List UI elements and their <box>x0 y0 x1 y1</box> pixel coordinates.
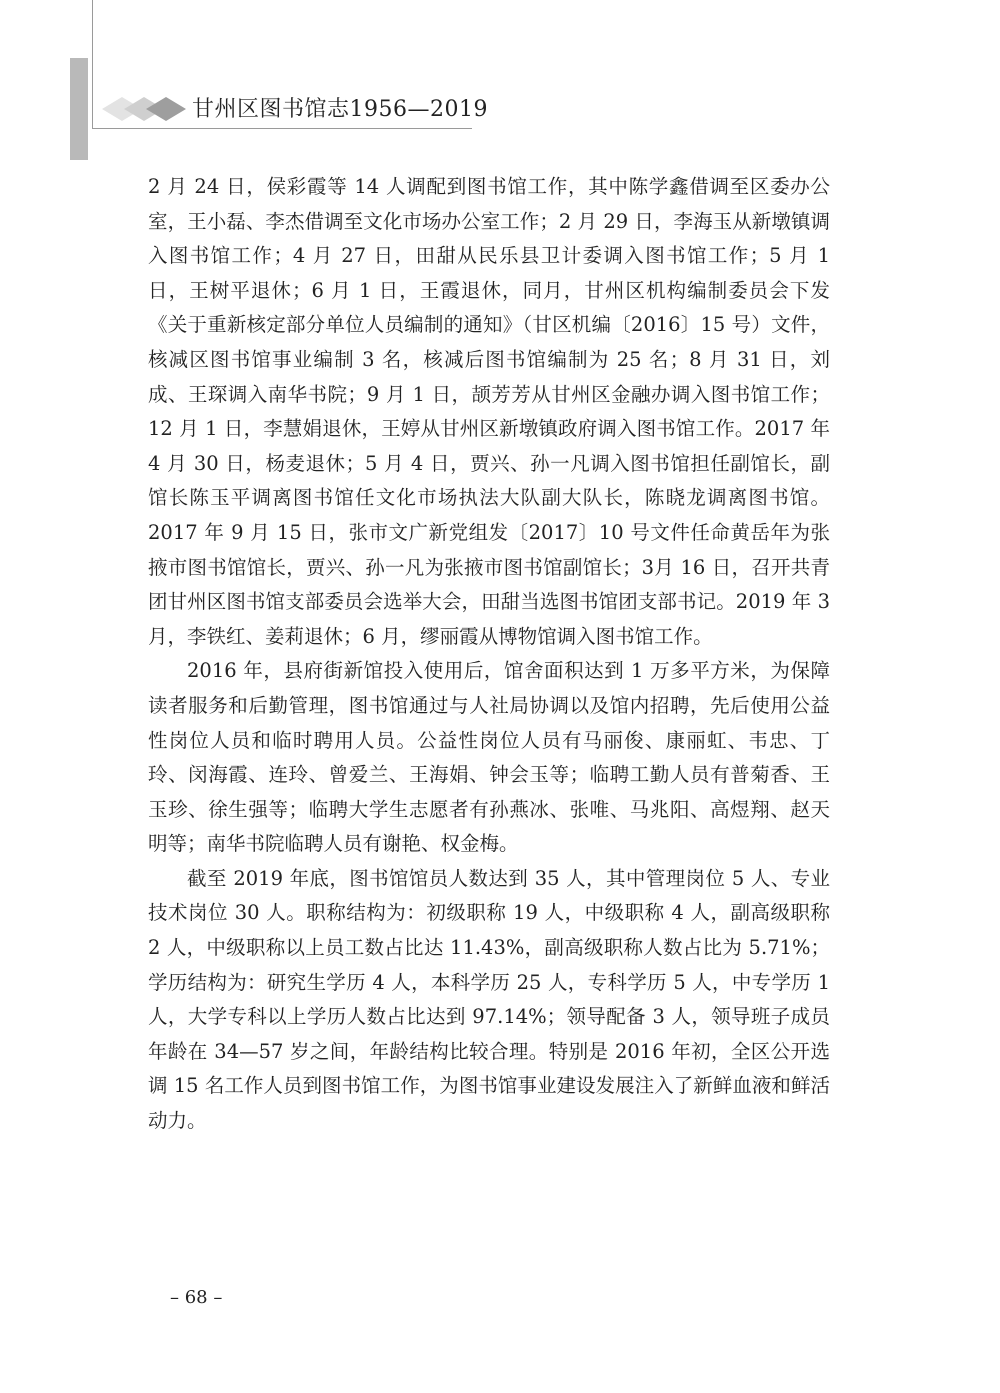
header-horizontal-rule <box>92 128 472 129</box>
paragraph-3: 截至 2019 年底，图书馆馆员人数达到 35 人，其中管理岗位 5 人、专业技术岗位 30 人。职称结构为：初级职称 19 人，中级职称 4 人，副高级职称 2 人，中级职称以上员工数占比达 11.43%，副高级职称人数占比为 5.71%；学历结构为：研究生学历 4 人，本科学历 25 人，专科学历 5 人，中专学历 1 人，大学专科以上学历人数占比达到 97.14%；领导配备 3 人，领导班子成员年龄在 34—57 岁之间，年龄结构比较合理。特别是 2016 年初，全区公开选调 15 名工作人员到图书馆工作，为图书馆事业建设发展注入了新鲜血液和鲜活动力。 <box>148 866 830 1133</box>
body-text <box>148 170 830 1139</box>
header-diamond-ornament <box>100 92 190 126</box>
running-header-title: 甘州区图书馆志1956—2019 <box>192 97 488 122</box>
paragraph-2: 2016 年，县府街新馆投入使用后，馆舍面积达到 1 万多平方米，为保障读者服务和后勤管理，图书馆通过与人社局协调以及馆内招聘，先后使用公益性岗位人员和临时聘用人员。公益性岗位人员有马丽俊、康丽虹、韦忠、丁玲、闵海霞、连玲、曾爱兰、王海娟、钟会玉等；临聘工勤人员有普菊香、王玉珍、徐生强等；临聘大学生志愿者有孙燕冰、张唯、马兆阳、高煜翔、赵天明等；南华书院临聘人员有谢艳、权金梅。 <box>148 659 830 856</box>
header-gray-bar <box>70 58 88 160</box>
header-vertical-rule <box>92 0 93 128</box>
paragraph-1: 2 月 24 日，侯彩霞等 14 人调配到图书馆工作，其中陈学鑫借调至区委办公室，王小磊、李杰借调至文化市场办公室工作；2 月 29 日，李海玉从新墩镇调入图书馆工作；4 月 27 日，田甜从民乐县卫计委调入图书馆工作；5 月 1 日，王树平退休；6 月 1 日，王霞退休，同月，甘州区机构编制委员会下发《关于重新核定部分单位人员编制的通知》（甘区机编〔2016〕15 号）文件，核减区图书馆事业编制 3 名，核减后图书馆编制为 25 名；8 月 31 日，刘成、王琛调入南华书院；9 月 1 日，颉芳芳从甘州区金融办调入图书馆工作；12 月 1 日，李慧娟退休，王婷从甘州区新墩镇政府调入图书馆工作。2017 年 4 月 30 日，杨麦退休；5 月 4 日，贾兴、孙一凡调入图书馆担任副馆长，副馆长陈玉平调离图书馆任文化市场执法大队副大队长，陈晓龙调离图书馆。2017 年 9 月 15 日，张市文广新党组发〔2017〕10 号文件任命黄岳年为张掖市图书馆馆长，贾兴、孙一凡为张掖市图书馆副馆长；3月 16 日，召开共青团甘州区图书馆支部委员会选举大会，田甜当选图书馆团支部书记。2019 年 3 月，李铁红、姜莉退休；6 月，缪丽霞从博物馆调入图书馆工作。 <box>148 175 830 648</box>
page-number: – 68 – <box>170 1287 223 1308</box>
